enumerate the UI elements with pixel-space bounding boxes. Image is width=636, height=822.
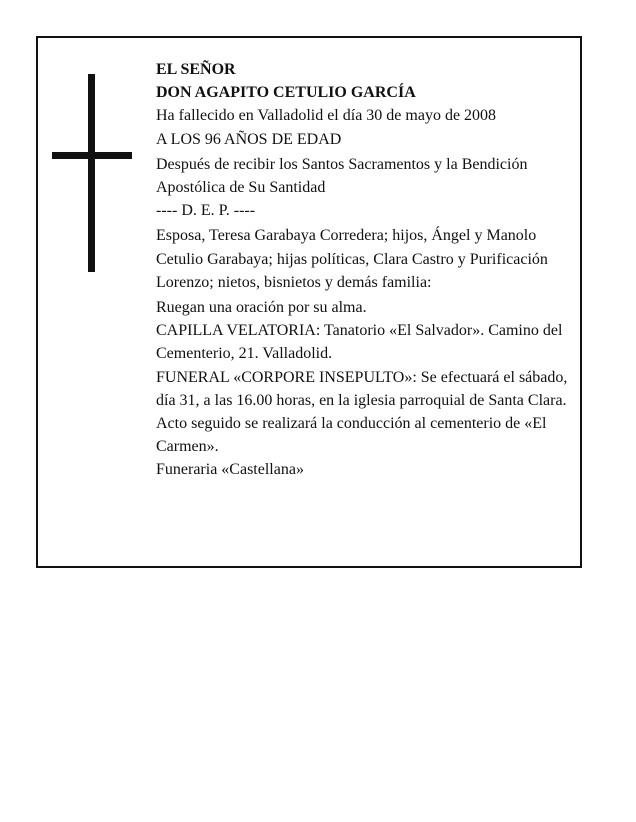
death-announcement: Ha fallecido en Valladolid el día 30 de mayo de 2008 — [156, 107, 497, 125]
deceased-name: DON AGAPITO CETULIO GARCÍA — [156, 84, 416, 102]
prayer-request: Ruegan una oración por su alma. — [156, 299, 367, 317]
honorific-title: EL SEÑOR — [156, 61, 236, 78]
age-line: A LOS 96 AÑOS DE EDAD — [156, 130, 342, 148]
funeral-home: Funeraria «Castellana» — [156, 461, 304, 479]
obituary-text — [156, 58, 584, 482]
chapel-info: CAPILLA VELATORIA: Tanatorio «El Salvador». Camino del Cementerio, 21. Valladolid. — [156, 322, 563, 363]
dep-line: ---- D. E. P. ---- — [156, 202, 256, 220]
cross-horizontal-bar — [52, 152, 132, 159]
cross-vertical-bar — [88, 74, 95, 272]
cross-icon — [52, 74, 132, 274]
obituary-notice — [36, 36, 582, 568]
family-list: Esposa, Teresa Garabaya Corredera; hijos, Ángel y Manolo Cetulio Garabaya; hijas políticas, Clara Castro y Purificación Lorenzo; nietos, bisnietos y demás familia: — [156, 227, 548, 291]
funeral-info: FUNERAL «CORPORE INSEPULTO»: Se efectuará el sábado, día 31, a las 16.00 horas, en la iglesia parroquial de Santa Clara. Acto seguido se realizará la conducción al cementerio de «El Carmen». — [156, 368, 568, 456]
sacraments-line: Después de recibir los Santos Sacramentos y la Bendición Apostólica de Su Santidad — [156, 155, 528, 197]
